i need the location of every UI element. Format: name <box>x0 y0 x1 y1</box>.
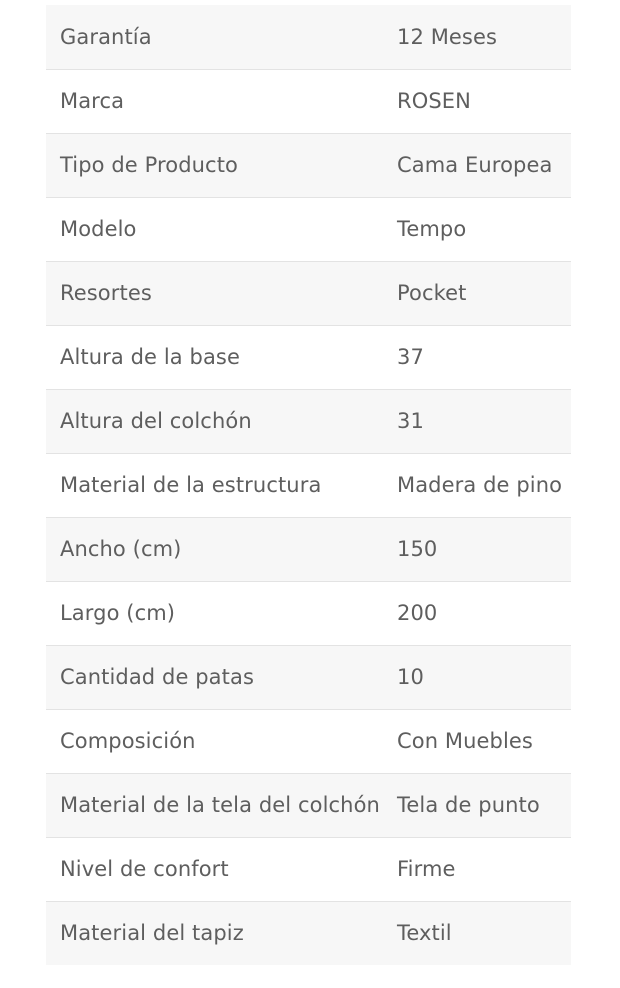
spec-value: 12 Meses <box>397 24 498 49</box>
spec-value: ROSEN <box>397 89 471 113</box>
spec-row-garantia <box>46 5 571 69</box>
spec-value: 37 <box>397 345 424 369</box>
spec-label: Marca <box>60 89 125 113</box>
spec-label: Altura del colchón <box>60 409 252 433</box>
spec-label: Ancho (cm) <box>60 537 182 561</box>
spec-label: Cantidad de patas <box>60 665 254 689</box>
spec-row-ancho <box>46 517 571 581</box>
spec-row-material-tapiz <box>46 901 571 965</box>
spec-row-composicion <box>46 709 571 773</box>
spec-value: Textil <box>397 921 452 946</box>
spec-value: 31 <box>397 409 424 433</box>
spec-label: Tipo de Producto <box>60 153 238 177</box>
spec-label: Nivel de confort <box>60 857 229 881</box>
spec-row-cantidad-patas <box>46 645 571 709</box>
spec-value: Tempo <box>397 217 467 241</box>
spec-label: Composición <box>60 729 196 753</box>
spec-label: Material del tapiz <box>60 921 244 946</box>
spec-row-nivel-confort <box>46 837 571 901</box>
spec-row-material-tela-colchon <box>46 773 571 837</box>
spec-row-tipo-de-producto <box>46 133 571 197</box>
spec-value: 10 <box>397 665 424 689</box>
spec-label: Material de la tela del colchón <box>60 793 380 817</box>
spec-label: Largo (cm) <box>60 601 176 625</box>
spec-value: Pocket <box>397 281 467 305</box>
spec-value: 150 <box>397 537 438 561</box>
product-specifications-table <box>46 5 571 965</box>
spec-row-marca <box>46 69 571 133</box>
spec-value: Tela de punto <box>397 793 540 817</box>
spec-label: Garantía <box>60 24 152 49</box>
spec-value: 200 <box>397 601 438 625</box>
spec-label: Material de la estructura <box>60 473 322 497</box>
spec-row-altura-base <box>46 325 571 389</box>
spec-row-resortes <box>46 261 571 325</box>
spec-row-modelo <box>46 197 571 261</box>
specifications-body <box>46 5 571 965</box>
spec-value: Con Muebles <box>397 729 533 753</box>
spec-value: Firme <box>397 857 456 881</box>
spec-row-material-estructura <box>46 453 571 517</box>
spec-label: Altura de la base <box>60 345 240 369</box>
spec-value: Madera de pino <box>397 473 563 497</box>
spec-value: Cama Europea <box>397 153 553 177</box>
spec-label: Modelo <box>60 217 137 241</box>
spec-label: Resortes <box>60 281 152 305</box>
spec-row-altura-colchon <box>46 389 571 453</box>
spec-row-largo <box>46 581 571 645</box>
